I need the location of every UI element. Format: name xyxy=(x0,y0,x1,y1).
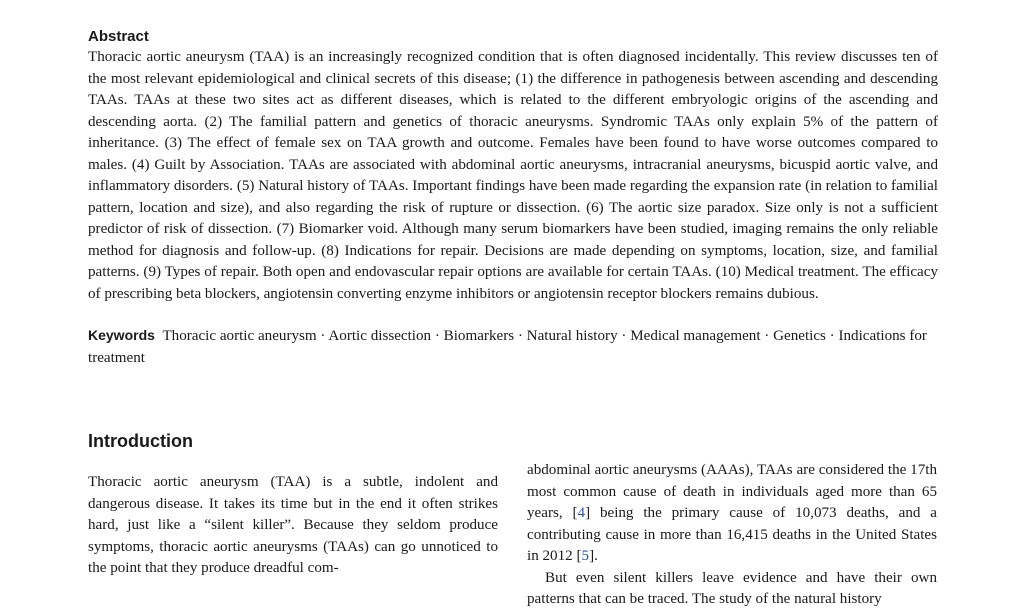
introduction-heading: Introduction xyxy=(88,431,193,451)
paragraph-2-part-1: abdominal aortic aneurysms (AAAs), TAAs are considered the 17th most common cause of death in individuals aged more than 65 years, [ xyxy=(527,462,937,521)
reference-link-4[interactable]: 4 xyxy=(577,505,586,521)
paragraph-2-part-2: ] being the primary cause of 10,073 deaths, and a contributing cause in more than 16,415 deaths in the United States in 2012 [ xyxy=(527,505,938,564)
left-column xyxy=(88,430,498,580)
keywords-text: Thoracic aortic aneurysm · Aortic dissection · Biomarkers · Natural history · Medical management · Genetics · Indications for treatment xyxy=(88,328,927,366)
body-columns-wrapper xyxy=(88,0,938,607)
right-column xyxy=(527,460,937,611)
introduction-paragraph-3: But even silent killers leave evidence and have their own patterns that can be traced. The study of the natural history xyxy=(527,569,937,607)
body-columns xyxy=(88,430,938,607)
introduction-paragraph-1: Thoracic aortic aneurysm (TAA) is a subtle, indolent and dangerous disease. It takes its time but in the end it often strikes hard, just like a “silent killer”. Because they seldom produce symptoms, thoracic aortic aneurysms (TAAs) can go unnoticed to the point that they produce dreadful com- xyxy=(88,474,498,576)
paragraph-2-part-3: ]. xyxy=(589,548,598,564)
introduction-paragraph-2 xyxy=(527,460,937,568)
abstract-text: Thoracic aortic aneurysm (TAA) is an increasingly recognized condition that is often diagnosed incidentally. This review discusses ten of the most relevant epidemiological and clinical secrets of this disease; (1) the difference in pathogenesis between ascending and descending TAAs. TAAs at these two sites act as different diseases, which is related to the different embryologic origins of the ascending and descending aorta. (2) The familial pattern and genetics of thoracic aneurysms. Syndromic TAAs only explain 5% of the pattern of inheritance. (3) The effect of female sex on TAA growth and outcome. Females have been found to have worse outcomes compared to males. (4) Guilt by Association. TAAs are associated with abdominal aortic aneurysms, intracranial aneurysms, bicuspid aortic valve, and inflammatory disorders. (5) Natural history of TAAs. Important findings have been made regarding the expansion rate (in relation to familial pattern, location and size), and also regarding the risk of rupture or dissection. (6) The aortic size paradox. Size only is not a sufficient predictor of risk of dissection. (7) Biomarker void. Although many serum biomarkers have been studied, imaging remains the only reliable method for diagnosis and follow-up. (8) Indications for repair. Decisions are made depending on symptoms, location, size, and familial patterns. (9) Types of repair. Both open and endovascular repair options are available for certain TAAs. (10) Medical treatment. The efficacy of prescribing beta blockers, angiotensin converting enzyme inhibitors or angiotensin receptor blockers remains dubious. xyxy=(88,49,938,302)
keywords-label: Keywords xyxy=(88,327,155,343)
abstract-heading: Abstract xyxy=(88,28,149,45)
reference-link-5[interactable]: 5 xyxy=(581,548,590,564)
